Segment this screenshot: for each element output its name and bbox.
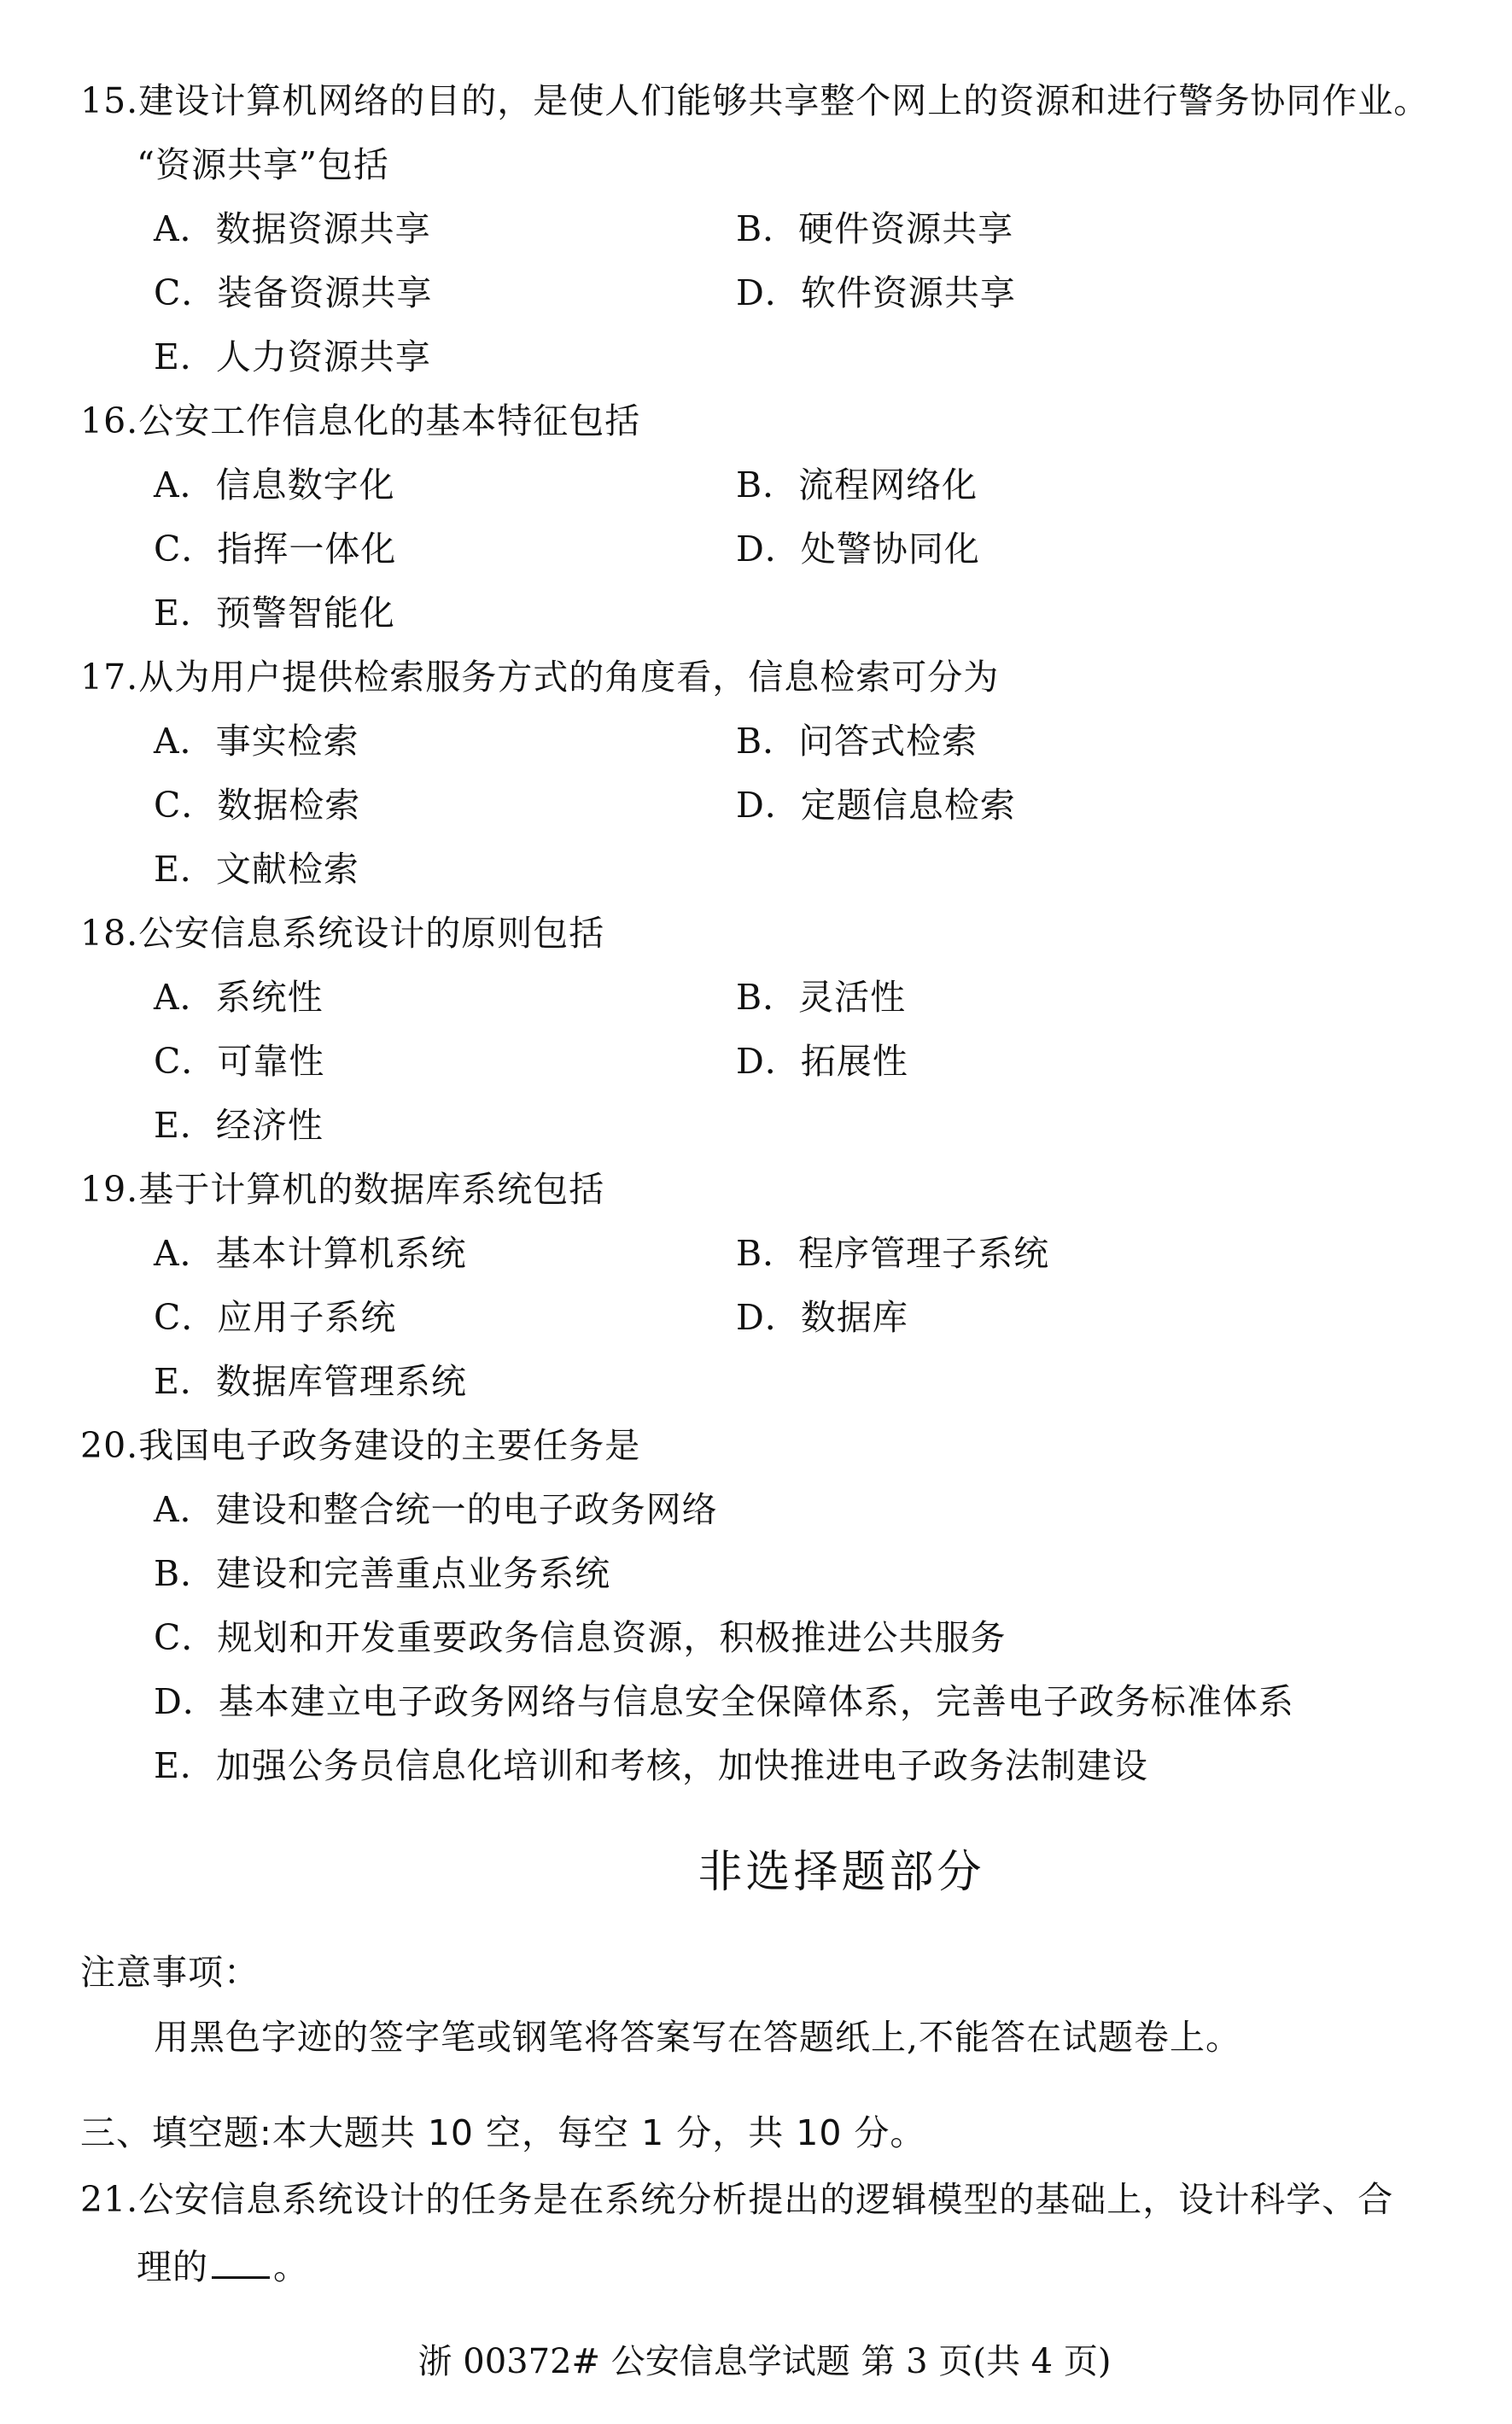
option-a: A．基本计算机系统 [154, 1233, 467, 1274]
option-d: D．处警协同化 [736, 529, 980, 569]
option-c: C．装备资源共享 [154, 272, 433, 313]
option-e: E．加强公务员信息化培训和考核，加快推进电子政务法制建设 [154, 1745, 1148, 1786]
question-number: 21. [80, 2179, 139, 2220]
option-a: A．信息数字化 [154, 464, 395, 505]
question-text-after-blank: 。 [273, 2246, 309, 2287]
question-number: 20. [80, 1425, 139, 1466]
option-d: D．定题信息检索 [736, 785, 1016, 826]
question-text: 从为用户提供检索服务方式的角度看，信息检索可分为 [138, 657, 1000, 698]
fill-section-heading: 三、填空题:本大题共 10 空，每空 1 分，共 10 分。 [80, 2112, 926, 2153]
question-20 [80, 1420, 640, 1471]
option-e: E．文献检索 [154, 849, 359, 890]
option-c: C．应用子系统 [154, 1297, 397, 1338]
option-c: C．规划和开发重要政务信息资源，积极推进公共服务 [154, 1617, 1007, 1658]
question-21 [80, 2174, 1393, 2225]
question-text-before-blank: 理的 [137, 2246, 208, 2287]
question-number: 19. [80, 1169, 139, 1210]
question-16 [80, 395, 640, 447]
option-e: E．数据库管理系统 [154, 1361, 467, 1402]
option-b: B．问答式检索 [736, 721, 978, 762]
option-e: E．经济性 [154, 1105, 324, 1146]
option-b: B．硬件资源共享 [736, 208, 1014, 249]
page-footer: 浙 00372# 公安信息学试题 第 3 页(共 4 页) [417, 2342, 1112, 2381]
option-c: C．可靠性 [154, 1041, 325, 1082]
question-17 [80, 651, 999, 703]
question-text: 公安工作信息化的基本特征包括 [138, 400, 641, 441]
option-e: E．预警智能化 [154, 593, 395, 634]
question-number: 16. [80, 400, 139, 441]
option-b: B．灵活性 [736, 977, 907, 1018]
answer-blank [212, 2239, 270, 2279]
question-number: 18. [80, 913, 139, 954]
question-21-continuation [137, 2239, 309, 2293]
question-text: 公安信息系统设计的原则包括 [138, 913, 605, 954]
option-a: A．事实检索 [154, 721, 359, 762]
notice-body: 用黑色字迹的签字笔或钢笔将答案写在答题纸上,不能答在试题卷上。 [154, 2017, 1242, 2058]
option-c: C．指挥一体化 [154, 529, 397, 569]
question-text: 公安信息系统设计的任务是在系统分析提出的逻辑模型的基础上，设计科学、合 [138, 2179, 1394, 2220]
option-c: C．数据检索 [154, 785, 361, 826]
question-text: 建设计算机网络的目的，是使人们能够共享整个网上的资源和进行警务协同作业。 [138, 80, 1430, 121]
question-number: 15. [80, 80, 139, 121]
question-text: 我国电子政务建设的主要任务是 [138, 1425, 641, 1466]
question-text: 基于计算机的数据库系统包括 [138, 1169, 605, 1210]
question-15 [80, 75, 1429, 126]
option-d: D．软件资源共享 [736, 272, 1016, 313]
question-19 [80, 1164, 604, 1215]
option-b: B．建设和完善重点业务系统 [154, 1553, 611, 1594]
option-d: D．数据库 [736, 1297, 908, 1338]
option-e: E．人力资源共享 [154, 336, 431, 377]
option-d: D．基本建立电子政务网络与信息安全保障体系，完善电子政务标准体系 [154, 1681, 1294, 1722]
option-a: A．系统性 [154, 977, 324, 1018]
question-number: 17. [80, 657, 139, 698]
option-a: A．建设和整合统一的电子政务网络 [154, 1489, 718, 1530]
question-15-continuation: “资源共享”包括 [137, 144, 389, 185]
option-b: B．流程网络化 [736, 464, 978, 505]
option-d: D．拓展性 [736, 1041, 908, 1082]
question-18 [80, 908, 604, 959]
option-a: A．数据资源共享 [154, 208, 431, 249]
option-b: B．程序管理子系统 [736, 1233, 1050, 1274]
notice-heading: 注意事项： [80, 1952, 260, 1993]
section-title: 非选择题部分 [698, 1847, 985, 1898]
